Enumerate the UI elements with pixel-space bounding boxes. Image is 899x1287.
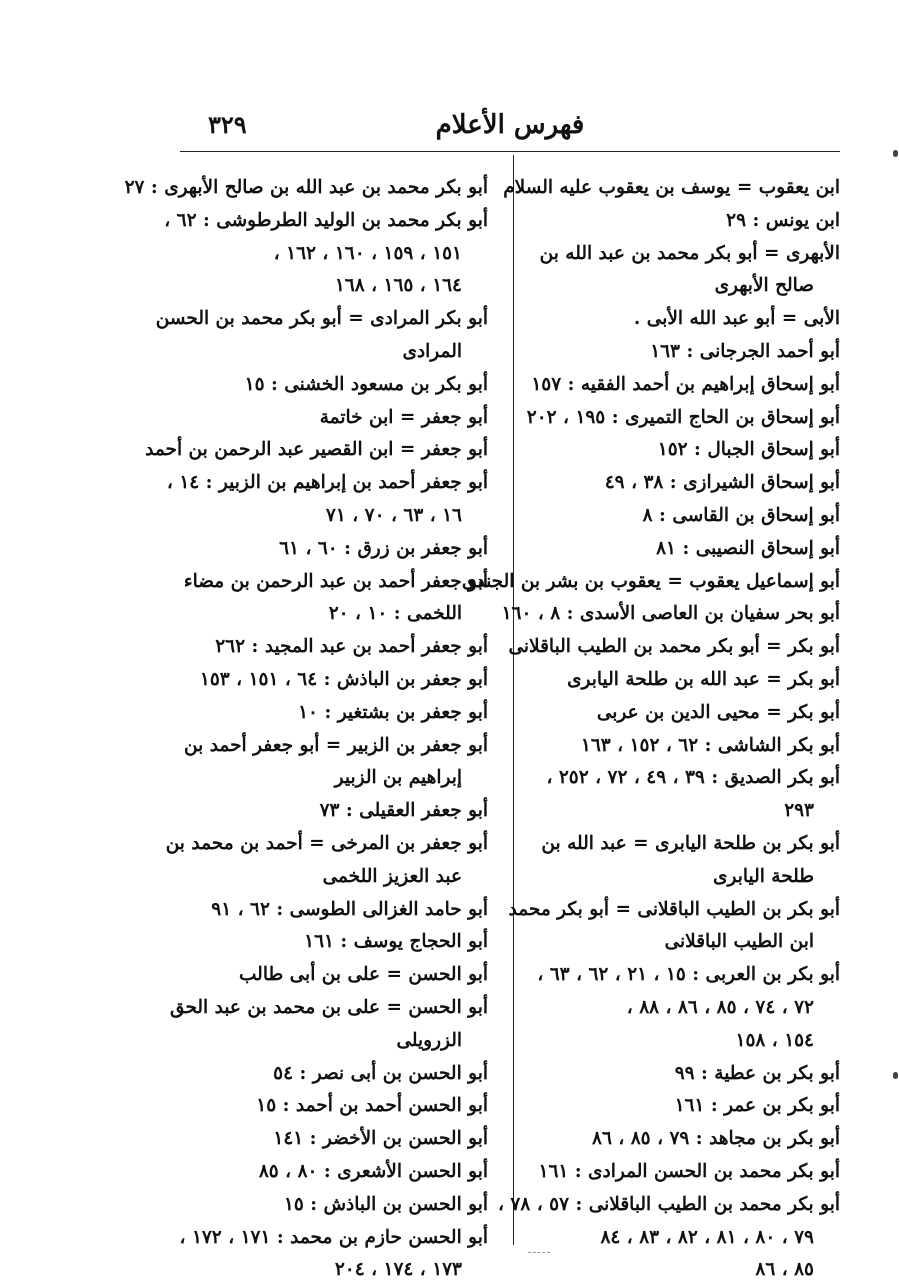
index-entry: أبو بكر بن العربى : ١٥ ، ٢١ ، ٦٢ ، ٦٣ ، [537, 964, 840, 986]
index-entry: أبو الحسن بن الباذش : ١٥ [283, 1193, 488, 1215]
index-entry-continuation: ٧٩ ، ٨٠ ، ٨١ ، ٨٢ ، ٨٣ ، ٨٤ [600, 1226, 814, 1248]
index-entry-continuation: اللخمى : ١٠ ، ٢٠ [328, 603, 462, 625]
index-entry: أبو إسماعيل يعقوب = يعقوب بن بشر بن الجندى [461, 570, 840, 592]
page-title: فهرس الأعلام [435, 110, 585, 140]
index-entry: أبو إسحاق بن الحاج التميرى : ١٩٥ ، ٢٠٢ [526, 406, 840, 428]
index-entry: أبو بكر بن مسعود الخشنى : ١٥ [244, 373, 488, 395]
index-entry: أبو بكر بن مجاهد : ٧٩ ، ٨٥ ، ٨٦ [592, 1128, 840, 1150]
index-entry: أبو الحجاج يوسف : ١٦١ [304, 931, 488, 953]
index-entry: أبو الحسن الأشعرى : ٨٠ ، ٨٥ [258, 1160, 488, 1182]
index-entry: أبو بكر بن عمر : ١٦١ [674, 1095, 840, 1117]
index-entry: أبو بكر بن عطية : ٩٩ [674, 1062, 840, 1084]
index-entry: أبو جعفر العقيلى : ٧٣ [319, 800, 488, 822]
index-entry: أبو بكر = عبد الله بن طلحة اليابرى [567, 668, 840, 690]
index-entry: الأبى = أبو عبد الله الأبى . [633, 308, 840, 330]
index-entry-continuation: إبراهيم بن الزبير [334, 767, 462, 789]
index-entry-continuation: ٧٢ ، ٧٤ ، ٨٥ ، ٨٦ ، ٨٨ ، [626, 996, 814, 1018]
index-entry: أبو الحسن = على بن أبى طالب [239, 964, 488, 986]
index-entry: أبو جعفر أحمد بن عبد المجيد : ٢٦٢ [215, 636, 488, 658]
index-entry: أبو بكر الشاشى : ٦٢ ، ١٥٢ ، ١٦٣ [580, 734, 840, 756]
index-entry: ابن يونس : ٢٩ [726, 209, 840, 231]
index-entry: أبو بكر محمد بن الحسن المرادى : ١٦١ [538, 1160, 840, 1182]
index-entry-continuation: ١٥٤ ، ١٥٨ [735, 1029, 814, 1051]
index-entry: أبو جعفر بن زرق : ٦٠ ، ٦١ [279, 537, 488, 559]
index-entry-continuation: ١٥١ ، ١٥٩ ، ١٦٠ ، ١٦٢ ، [273, 242, 462, 264]
index-entry-continuation: الزرويلى [396, 1029, 462, 1051]
index-entry: أبو بكر بن طلحة اليابرى = عبد الله بن [541, 832, 840, 854]
index-entry: أبو جعفر بن الباذش : ٦٤ ، ١٥١ ، ١٥٣ [199, 668, 488, 690]
index-entry: أبو جعفر أحمد بن إبراهيم بن الزبير : ١٤ ، [166, 472, 488, 494]
index-entry: أبو حامد الغزالى الطوسى : ٦٢ ، ٩١ [211, 898, 488, 920]
index-entry-continuation: طلحة اليابرى [713, 865, 814, 887]
index-entry: أبو بكر محمد بن الطيب الباقلانى : ٥٧ ، ٧٨ ، [497, 1193, 840, 1215]
index-entry: ابن يعقوب = يوسف بن يعقوب عليه السلام [503, 177, 840, 198]
index-entry-continuation: صالح الأبهرى [714, 275, 814, 297]
index-entry: أبو بكر = محيى الدين بن عربى [596, 701, 840, 723]
index-entry: أبو إسحاق الجبال : ١٥٢ [657, 439, 840, 461]
index-entry-continuation: ٨٥ ، ٨٦ [755, 1259, 814, 1281]
index-entry: أبو إسحاق النصيبى : ٨١ [656, 537, 840, 559]
page-number: ٣٢٩ [208, 110, 247, 139]
index-entry: أبو أحمد الجرجانى : ١٦٣ [650, 340, 840, 362]
index-entry: أبو جعفر = ابن خاتمة [319, 406, 488, 428]
index-entry: أبو جعفر بن بشتغير : ١٠ [298, 701, 488, 723]
index-entry: أبو جعفر = ابن القصير عبد الرحمن بن أحمد [145, 439, 488, 461]
margin-mark [893, 150, 898, 157]
index-entry: أبو بكر محمد بن عبد الله بن صالح الأبهرى : ٢٧ [124, 177, 488, 198]
index-entry-continuation: ابن الطيب الباقلانى [664, 931, 814, 953]
index-entry: أبو الحسن حازم بن محمد : ١٧١ ، ١٧٢ ، [179, 1226, 488, 1248]
page-header [180, 106, 840, 150]
scan-mark [528, 1252, 550, 1253]
index-entry: أبو الحسن = على بن محمد بن عبد الحق [170, 996, 488, 1018]
index-entry: أبو جعفر بن المرخى = أحمد بن محمد بن [165, 832, 488, 854]
index-entry: أبو بكر بن الطيب الباقلانى = أبو بكر محمد [508, 898, 840, 920]
index-entry: أبو بكر محمد بن الوليد الطرطوشى : ٦٢ ، [164, 209, 488, 231]
index-entry: أبو الحسن بن الأخضر : ١٤١ [273, 1128, 488, 1150]
index-entry: أبو جعفر أحمد بن عبد الرحمن بن مضاء [183, 570, 488, 592]
index-column-right [461, 172, 840, 1287]
index-entry: أبو جعفر بن الزبير = أبو جعفر أحمد بن [184, 734, 488, 756]
index-entry-continuation: المرادى [402, 340, 462, 362]
index-entry: أبو بكر = أبو بكر محمد بن الطيب الباقلانى [508, 636, 840, 658]
index-entry: أبو إسحاق إبراهيم بن أحمد الفقيه : ١٥٧ [531, 373, 840, 395]
index-entry: أبو الحسن بن أبى نصر : ٥٤ [273, 1062, 488, 1084]
index-entry-continuation: ١٧٣ ، ١٧٤ ، ٢٠٤ [334, 1259, 462, 1281]
index-entry: أبو بكر المرادى = أبو بكر محمد بن الحسن [155, 308, 488, 330]
index-entry: الأبهرى = أبو بكر محمد بن عبد الله بن [539, 242, 840, 264]
index-entry: أبو إسحاق بن القاسى : ٨ [642, 504, 840, 526]
index-entry-continuation: ١٦ ، ٦٣ ، ٧٠ ، ٧١ [325, 504, 462, 526]
index-column-left [124, 172, 488, 1287]
margin-mark [893, 1072, 898, 1079]
index-entry: أبو بكر الصديق : ٣٩ ، ٤٩ ، ٧٢ ، ٢٥٢ ، [546, 767, 840, 789]
index-entry: أبو الحسن أحمد بن أحمد : ١٥ [256, 1095, 488, 1117]
column-divider [513, 155, 514, 1245]
index-entry: أبو إسحاق الشيرازى : ٣٨ ، ٤٩ [604, 472, 840, 494]
index-entry-continuation: ١٦٤ ، ١٦٥ ، ١٦٨ [334, 275, 462, 297]
header-rule [180, 151, 840, 152]
index-entry-continuation: عبد العزيز اللخمى [322, 865, 462, 887]
index-entry: أبو بحر سفيان بن العاصى الأسدى : ٨ ، ١٦٠ [501, 603, 840, 625]
index-entry-continuation: ٢٩٣ [784, 800, 814, 822]
